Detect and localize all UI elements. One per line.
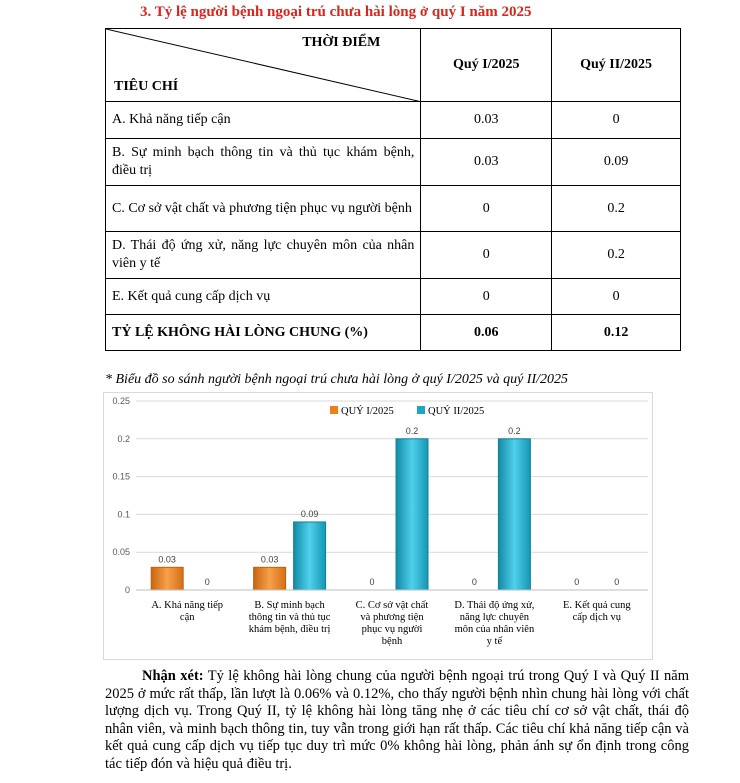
row-q1: 0.03 [421, 102, 552, 139]
data-label: 0.2 [508, 425, 521, 436]
table-row [106, 279, 681, 315]
legend-swatch [330, 406, 338, 414]
remark-paragraph [105, 668, 689, 773]
y-tick-label: 0.25 [112, 396, 130, 406]
bar-q1 [151, 567, 183, 590]
data-label: 0.2 [405, 425, 419, 436]
remark-label: Nhận xét: [142, 668, 204, 684]
row-q2: 0.2 [552, 186, 681, 232]
bar-q2 [396, 439, 428, 590]
row-label: D. Thái độ ứng xử, năng lực chuyên môn của nhân viên y tế [106, 232, 421, 279]
legend-label: QUÝ I/2025 [341, 406, 394, 417]
table-row [106, 186, 681, 232]
y-tick-label: 0.15 [112, 471, 130, 482]
x-category-label: cấp dịch vụ [572, 612, 622, 623]
row-q1: 0.03 [421, 139, 552, 186]
header-q2: Quý II/2025 [552, 29, 681, 102]
row-q1: 0 [421, 279, 552, 315]
row-q2: 0 [552, 279, 681, 315]
table-row [106, 232, 681, 279]
y-tick-label: 0.1 [117, 509, 130, 520]
row-q1: 0 [421, 186, 552, 232]
y-tick-label: 0.2 [117, 433, 130, 444]
x-category-label: và phương tiện [360, 612, 424, 623]
x-category-label: phục vụ người [361, 624, 423, 635]
table-row [106, 102, 681, 139]
data-label: 0 [614, 577, 620, 587]
data-label: 0.03 [158, 554, 176, 565]
y-tick-label: 0 [124, 585, 130, 595]
data-label: 0 [369, 577, 375, 587]
total-q2: 0.12 [552, 315, 681, 351]
x-category-label: khám bệnh, điều trị [248, 624, 331, 635]
x-category-label: y tế [486, 636, 503, 647]
x-category-label: cận [179, 612, 195, 623]
row-q1: 0 [421, 232, 552, 279]
table-total-row [106, 315, 681, 351]
table-header-row [106, 29, 681, 102]
x-category-label: bệnh [381, 636, 403, 647]
row-label: C. Cơ sở vật chất và phương tiện phục vụ người bệnh [106, 186, 421, 232]
header-time: THỜI ĐIỂM [302, 35, 381, 50]
data-label: 0.09 [300, 508, 319, 519]
x-category-label: A. Khả năng tiếp [151, 600, 224, 611]
total-label: TỶ LỆ KHÔNG HÀI LÒNG CHUNG (%) [106, 315, 421, 351]
bar-q1 [254, 567, 286, 590]
chart-caption: * Biểu đồ so sánh người bệnh ngoại trú chưa hài lòng ở quý I/2025 và quý II/2025 [105, 372, 568, 387]
remark-text: Tỷ lệ không hài lòng chung của người bệnh ngoại trú trong Quý I và Quý II năm 2025 ở mức rất thấp, lần lượt là 0.06% và 0.12%, cho thấy người bệnh nhìn chung hài lòng với chất lượng dịch vụ. Trong Quý II, tỷ lệ không hài lòng tăng nhẹ ở các tiêu chí cơ sở vật chất, thái độ nhân viên, và minh bạch thông tin, tuy vẫn trong giới hạn rất thấp. Các tiêu chí khả năng tiếp cận và kết quả cung cấp dịch vụ tiếp tục duy trì mức 0% không hài lòng, phản ánh sự ổn định trong công tác tiếp đón và hiệu quả điều trị. [105, 668, 690, 772]
criteria-table [105, 28, 681, 351]
x-category-label: C. Cơ sở vật chất [355, 600, 429, 611]
x-category-label: B. Sự minh bạch [254, 600, 325, 611]
x-category-label: E. Kết quả cung [562, 600, 631, 611]
legend-swatch [417, 406, 425, 414]
data-label: 0 [574, 577, 580, 587]
data-label: 0 [204, 577, 210, 587]
bar-q2 [498, 439, 530, 590]
row-q2: 0.2 [552, 232, 681, 279]
header-q1: Quý I/2025 [421, 29, 552, 102]
comparison-bar-chart [103, 392, 653, 660]
x-category-label: D. Thái độ ứng xử, [454, 600, 535, 611]
y-tick-label: 0.05 [112, 547, 130, 558]
legend-label: QUÝ II/2025 [428, 406, 485, 417]
x-category-label: môn của nhân viên [454, 624, 535, 635]
section-title: 3. Tỷ lệ người bệnh ngoại trú chưa hài lòng ở quý I năm 2025 [140, 4, 532, 20]
total-q1: 0.06 [421, 315, 552, 351]
data-label: 0 [471, 577, 477, 587]
row-q2: 0.09 [552, 139, 681, 186]
header-criteria: TIÊU CHÍ [114, 79, 179, 94]
row-label: B. Sự minh bạch thông tin và thủ tục khám bệnh, điều trị [106, 139, 421, 186]
table-row [106, 139, 681, 186]
row-q2: 0 [552, 102, 681, 139]
x-category-label: thông tin và thủ tục [248, 612, 331, 623]
row-label: A. Khả năng tiếp cận [106, 102, 421, 139]
data-label: 0.03 [260, 554, 279, 565]
row-label: E. Kết quả cung cấp dịch vụ [106, 279, 421, 315]
header-diagonal-cell [106, 29, 421, 102]
x-category-label: năng lực chuyên [459, 612, 530, 623]
bar-q2 [294, 522, 326, 590]
